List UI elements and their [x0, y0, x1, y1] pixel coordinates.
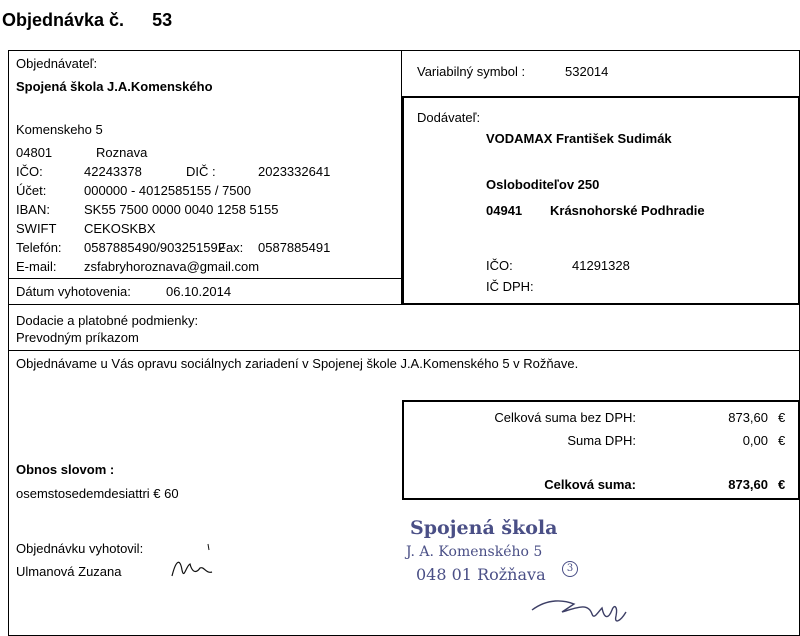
buyer-dic: 2023332641	[258, 164, 331, 179]
supplier-zip: 04941	[486, 203, 523, 218]
prepared-by-label: Objednávku vyhotovil:	[16, 541, 144, 556]
terms-label: Dodacie a platobné podmienky:	[16, 313, 199, 328]
supplier-label: Dodávateľ:	[417, 110, 481, 125]
terms-value: Prevodným príkazom	[16, 330, 139, 345]
buyer-ico-label: IČO:	[16, 164, 43, 179]
buyer-dic-label: DIČ :	[186, 164, 216, 179]
buyer-swift-label: SWIFT	[16, 221, 57, 236]
buyer-iban: SK55 7500 0000 0040 1258 5155	[84, 202, 279, 217]
order-description: Objednávame u Vás opravu sociálnych zariadení v Spojenej škole J.A.Komenského 5 v Rožňave.	[16, 356, 579, 371]
buyer-account-label: Účet:	[16, 183, 47, 198]
stamp-number-mark: 3	[562, 561, 578, 577]
buyer-phone: 0587885490/903251592	[84, 240, 225, 255]
buyer-email-label: E-mail:	[16, 259, 57, 274]
buyer-name: Spojená škola J.A.Komenského	[16, 79, 213, 94]
preparer-signature	[166, 540, 226, 590]
date-label: Dátum vyhotovenia:	[16, 284, 131, 299]
title-label: Objednávka č.	[2, 10, 125, 30]
total-without-vat-label: Celková suma bez DPH:	[494, 410, 636, 425]
buyer-zip: 04801	[16, 145, 53, 160]
vat-label: Suma DPH:	[567, 433, 636, 448]
variable-symbol-label: Variabilný symbol :	[417, 64, 526, 79]
buyer-label: Objednávateľ:	[16, 56, 98, 71]
supplier-box	[402, 96, 800, 305]
buyer-street: Komenskeho 5	[16, 122, 103, 137]
supplier-city: Krásnohorské Podhradie	[550, 203, 705, 218]
words-value: osemstosedemdesiattri € 60	[16, 486, 179, 501]
date-value: 06.10.2014	[166, 284, 232, 299]
buyer-phone-label: Telefón:	[16, 240, 62, 255]
buyer-city: Roznava	[96, 145, 148, 160]
stamp-line-3: 048 01 Rožňava	[416, 565, 546, 584]
buyer-ico: 42243378	[84, 164, 142, 179]
supplier-street: Osloboditeľov 250	[486, 177, 600, 192]
buyer-account: 000000 - 4012585155 / 7500	[84, 183, 251, 198]
total-value: 873,60	[728, 477, 768, 492]
currency-1: €	[778, 410, 786, 425]
supplier-name: VODAMAX František Sudimák	[486, 131, 672, 146]
words-label: Obnos slovom :	[16, 462, 115, 477]
currency-2: €	[778, 433, 786, 448]
vat-value: 0,00	[742, 433, 768, 448]
supplier-ico: 41291328	[572, 258, 630, 273]
buyer-fax-label: Fax:	[218, 240, 244, 255]
prepared-by-name: Ulmanová Zuzana	[16, 564, 122, 579]
buyer-email: zsfabryhoroznava@gmail.com	[84, 259, 260, 274]
document-title	[2, 10, 172, 31]
buyer-swift: CEKOSKBX	[84, 221, 156, 236]
total-without-vat-value: 873,60	[728, 410, 768, 425]
buyer-iban-label: IBAN:	[16, 202, 50, 217]
total-label: Celková suma:	[544, 477, 636, 492]
variable-symbol-value: 532014	[565, 64, 609, 79]
order-number: 53	[152, 10, 173, 30]
date-divider	[8, 278, 402, 279]
supplier-icdph-label: IČ DPH:	[486, 279, 534, 294]
stamp-line-1: Spojená škola	[410, 517, 558, 539]
stamp-line-2: J. A. Komenského 5	[406, 544, 543, 560]
buyer-fax: 0587885491	[258, 240, 331, 255]
stamp-signature	[528, 590, 638, 630]
description-divider	[8, 350, 800, 351]
supplier-ico-label: IČO:	[486, 258, 513, 273]
currency-3: €	[778, 477, 786, 492]
